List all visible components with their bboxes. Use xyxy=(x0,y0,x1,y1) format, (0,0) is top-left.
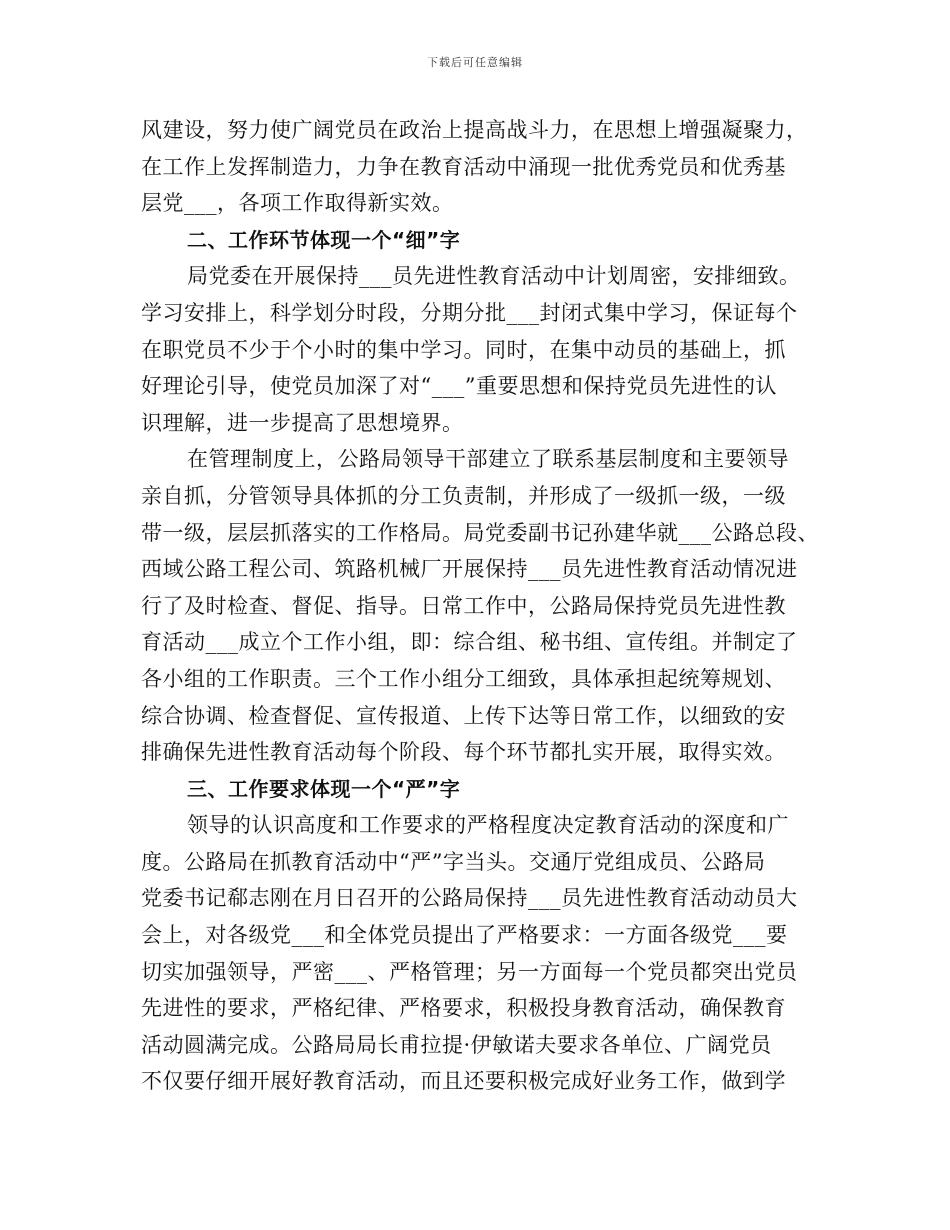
text-line: 切实加强领导，严密___、严格管理；另一方面每一个党员都突出党员 xyxy=(141,959,798,984)
text-line: 活动圆满完成。公路局局长甫拉提·伊敏诺夫要求各单位、广阔党员 xyxy=(141,1032,772,1057)
text-line: 亲自抓，分管领导具体抓的分工负责制，并形成了一级抓一级，一级 xyxy=(141,483,786,508)
page-header: 下载后可任意编辑 xyxy=(427,56,523,69)
section-heading: 三、工作要求体现一个“严”字 xyxy=(187,776,461,801)
text-line: 各小组的工作职责。三个工作小组分工细致，具体承担起统筹规划、 xyxy=(141,666,786,691)
text-line: 风建设，努力使广阔党员在政治上提高战斗力，在思想上增强凝聚力， xyxy=(141,118,808,142)
text-line: 育活动___成立个工作小组，即：综合组、秘书组、宣传组。并制定了 xyxy=(141,630,798,655)
text-line: 不仅要仔细开展好教育活动，而且还要积极完成好业务工作，做到学 xyxy=(141,1069,786,1094)
text-line: 局党委在开展保持___员先进性教育活动中计划周密，安排细致。 xyxy=(187,264,801,289)
text-line: 综合协调、检查督促、宣传报道、上传下达等日常工作，以细致的安 xyxy=(141,703,786,728)
document-body xyxy=(141,112,826,1100)
text-line: 西域公路工程公司、筑路机械厂开展保持___员先进性教育活动情况进 xyxy=(141,557,798,582)
section-heading: 二、工作环节体现一个“细”字 xyxy=(187,227,461,252)
text-line: 排确保先进性教育活动每个阶段、每个环节都扎实开展，取得实效。 xyxy=(141,740,786,765)
text-line: 层党___，各项工作取得新实效。 xyxy=(141,191,454,216)
text-line: 带一级，层层抓落实的工作格局。局党委副书记孙建华就___公路总段、 xyxy=(141,520,819,545)
text-line: 领导的认识高度和工作要求的严格程度决定教育活动的深度和广 xyxy=(187,813,789,838)
text-line: 在职党员不少于个小时的集中学习。同时，在集中动员的基础上，抓 xyxy=(141,337,786,362)
text-line: 党委书记郗志刚在月日召开的公路局保持___员先进性教育活动动员大 xyxy=(141,886,798,911)
text-line: 识理解，进一步提高了思想境界。 xyxy=(141,410,464,435)
text-line: 在工作上发挥制造力，力争在教育活动中涌现一批优秀党员和优秀基 xyxy=(141,154,786,179)
text-line: 行了及时检查、督促、指导。日常工作中，公路局保持党员先进性教 xyxy=(141,593,786,618)
text-line: 会上，对各级党___和全体党员提出了严格要求：一方面各级党___要 xyxy=(141,923,788,948)
text-line: 度。公路局在抓教育活动中“严”字当头。交通厅党组成员、公路局 xyxy=(141,849,766,874)
text-line: 在管理制度上，公路局领导干部建立了联系基层制度和主要领导 xyxy=(187,447,789,472)
text-line: 先进性的要求，严格纪律、严格要求，积极投身教育活动，确保教育 xyxy=(141,996,786,1021)
text-line: 好理论引导，使党员加深了对“___”重要思想和保持党员先进性的认 xyxy=(141,374,777,399)
text-line: 学习安排上，科学划分时段，分期分批___封闭式集中学习，保证每个 xyxy=(141,300,798,325)
